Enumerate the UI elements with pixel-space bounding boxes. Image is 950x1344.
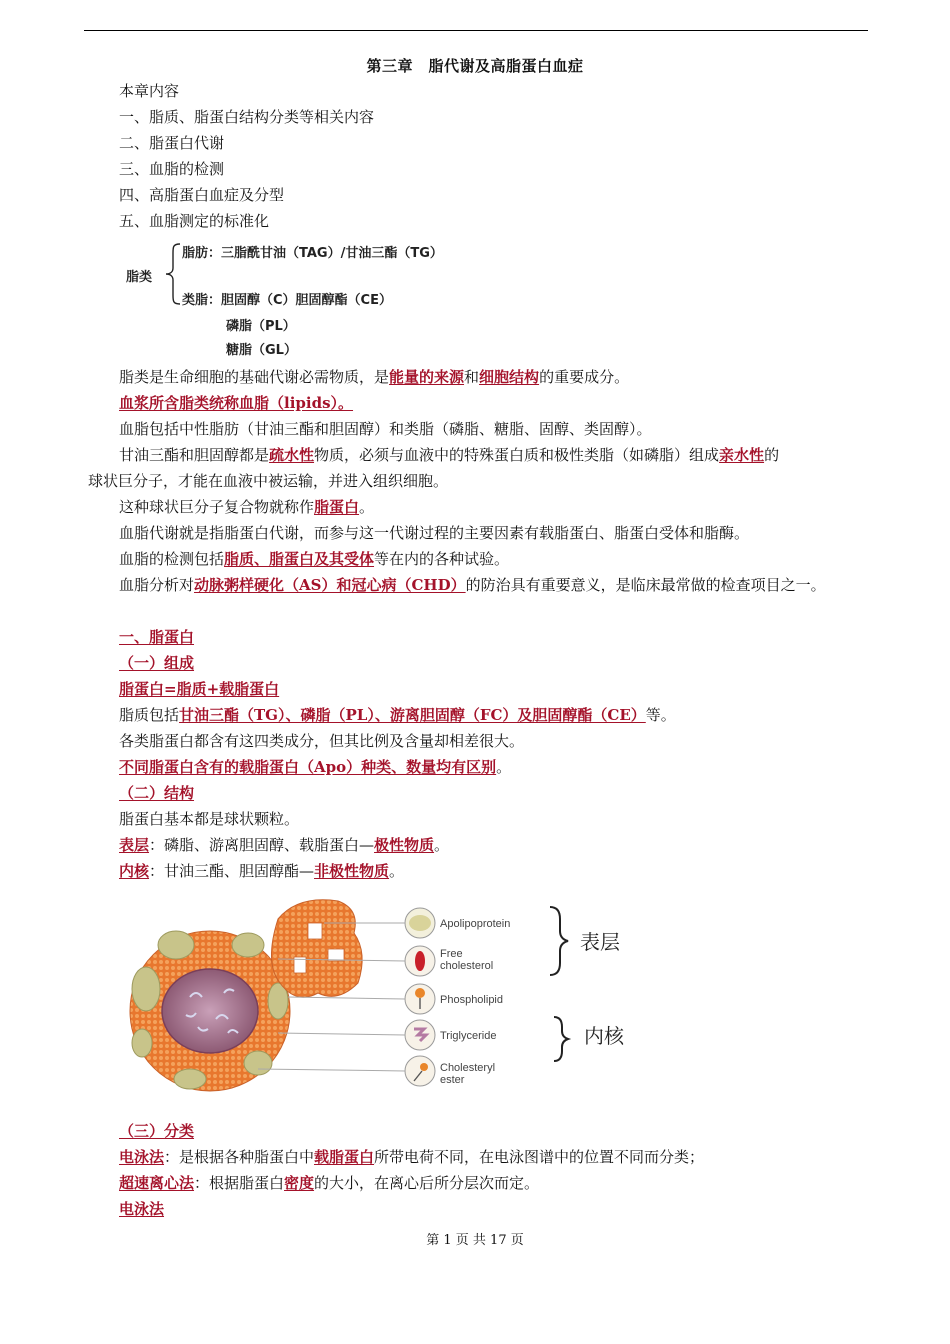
- paragraph-14: 内核：甘油三酯、胆固醇酯—非极性物质。: [119, 862, 405, 880]
- paragraph-4-cont: 球状巨分子，才能在血液中被运输，并进入组织细胞。: [88, 472, 449, 490]
- label-ester: ester: [440, 1074, 465, 1086]
- subheading-structure: （二）结构: [119, 784, 195, 802]
- contents-item-5: 五、血脂测定的标准化: [119, 212, 270, 230]
- paragraph-9: 脂质包括甘油三酯（TG）、磷脂（PL）、游离胆固醇（FC）及胆固醇酯（CE）等。: [119, 706, 676, 724]
- core-brace-icon: [554, 1017, 568, 1061]
- contents-heading: 本章内容: [119, 82, 180, 100]
- paragraph-7: 血脂的检测包括脂质、脂蛋白及其受体等在内的各种试验。: [119, 550, 510, 568]
- paragraph-1: 脂类是生命细胞的基础代谢必需物质，是能量的来源和细胞结构的重要成分。: [119, 368, 630, 386]
- paragraph-10: 各类脂蛋白都含有这四类成分，但其比例及含量却相差很大。: [119, 732, 525, 750]
- paragraph-11: 不同脂蛋白含有的载脂蛋白（Apo）种类、数量均有区别。: [119, 758, 512, 776]
- label-phospholipid: Phospholipid: [440, 994, 503, 1006]
- lipoprotein-structure-figure: [128, 893, 648, 1103]
- paragraph-2: 血浆所含脂类统称血脂（lipids）。: [119, 394, 354, 412]
- surface-layer-label: 表层: [580, 930, 620, 954]
- label-apolipoprotein: Apolipoprotein: [440, 918, 511, 930]
- contents-item-4: 四、高脂蛋白血症及分型: [119, 186, 285, 204]
- section-heading-lipoprotein: 一、脂蛋白: [119, 628, 195, 646]
- subheading-classification: （三）分类: [119, 1122, 195, 1140]
- paragraph-3: 血脂包括中性脂肪（甘油三酯和胆固醇）和类脂（磷脂、糖脂、固醇、类固醇）。: [119, 420, 652, 438]
- contents-item-2: 二、脂蛋白代谢: [119, 134, 225, 152]
- paragraph-16: 超速离心法：根据脂蛋白密度的大小，在离心后所分层次而定。: [119, 1174, 540, 1192]
- paragraph-4: 甘油三酯和胆固醇都是疏水性物质，必须与血液中的特殊蛋白质和极性类脂（如磷脂）组成亲水性的: [119, 446, 780, 464]
- phospholipid-label: 磷脂（PL）: [226, 319, 296, 334]
- paragraph-6: 血脂代谢就是指脂蛋白代谢，而参与这一代谢过程的主要因素有载脂蛋白、脂蛋白受体和脂酶。: [119, 524, 750, 542]
- contents-item-3: 三、血脂的检测: [119, 160, 225, 178]
- paragraph-8: 血脂分析对动脉粥样硬化（AS）和冠心病（CHD）的防治具有重要意义，是临床最常做的检查项目之一。: [119, 576, 826, 594]
- paragraph-15: 电泳法：是根据各种脂蛋白中载脂蛋白所带电荷不同，在电泳图谱中的位置不同而分类；: [119, 1148, 705, 1166]
- label-free: Free: [440, 948, 463, 960]
- equation-line: 脂蛋白=脂质+载脂蛋白: [119, 680, 280, 698]
- lipid-root-label: 脂类: [126, 270, 153, 285]
- chapter-title: 第三章 脂代谢及高脂蛋白血症: [366, 57, 584, 75]
- paragraph-17: 电泳法: [119, 1200, 165, 1218]
- paragraph-12: 脂蛋白基本都是球状颗粒。: [119, 810, 300, 828]
- label-triglyceride: Triglyceride: [440, 1030, 497, 1042]
- label-cholesterol: cholesterol: [440, 960, 494, 972]
- glycolipid-label: 糖脂（GL）: [226, 343, 297, 358]
- brace-icon: [164, 243, 182, 305]
- core-layer-label: 内核: [584, 1024, 624, 1048]
- contents-item-1: 一、脂质、脂蛋白结构分类等相关内容: [119, 108, 375, 126]
- paragraph-5: 这种球状巨分子复合物就称作脂蛋白。: [119, 498, 375, 516]
- surface-brace-icon: [550, 907, 568, 975]
- lipoid-label: 类脂：胆固醇（C）胆固醇酯（CE）: [182, 293, 392, 308]
- subheading-composition: （一）组成: [119, 654, 195, 672]
- paragraph-13: 表层：磷脂、游离胆固醇、载脂蛋白—极性物质。: [119, 836, 450, 854]
- fat-label: 脂肪：三脂酰甘油（TAG）/甘油三酯（TG）: [182, 246, 443, 261]
- top-rule: [84, 30, 868, 31]
- label-cholesteryl: Cholesteryl: [440, 1062, 496, 1074]
- page-footer: 第 1 页 共 17 页: [426, 1233, 524, 1248]
